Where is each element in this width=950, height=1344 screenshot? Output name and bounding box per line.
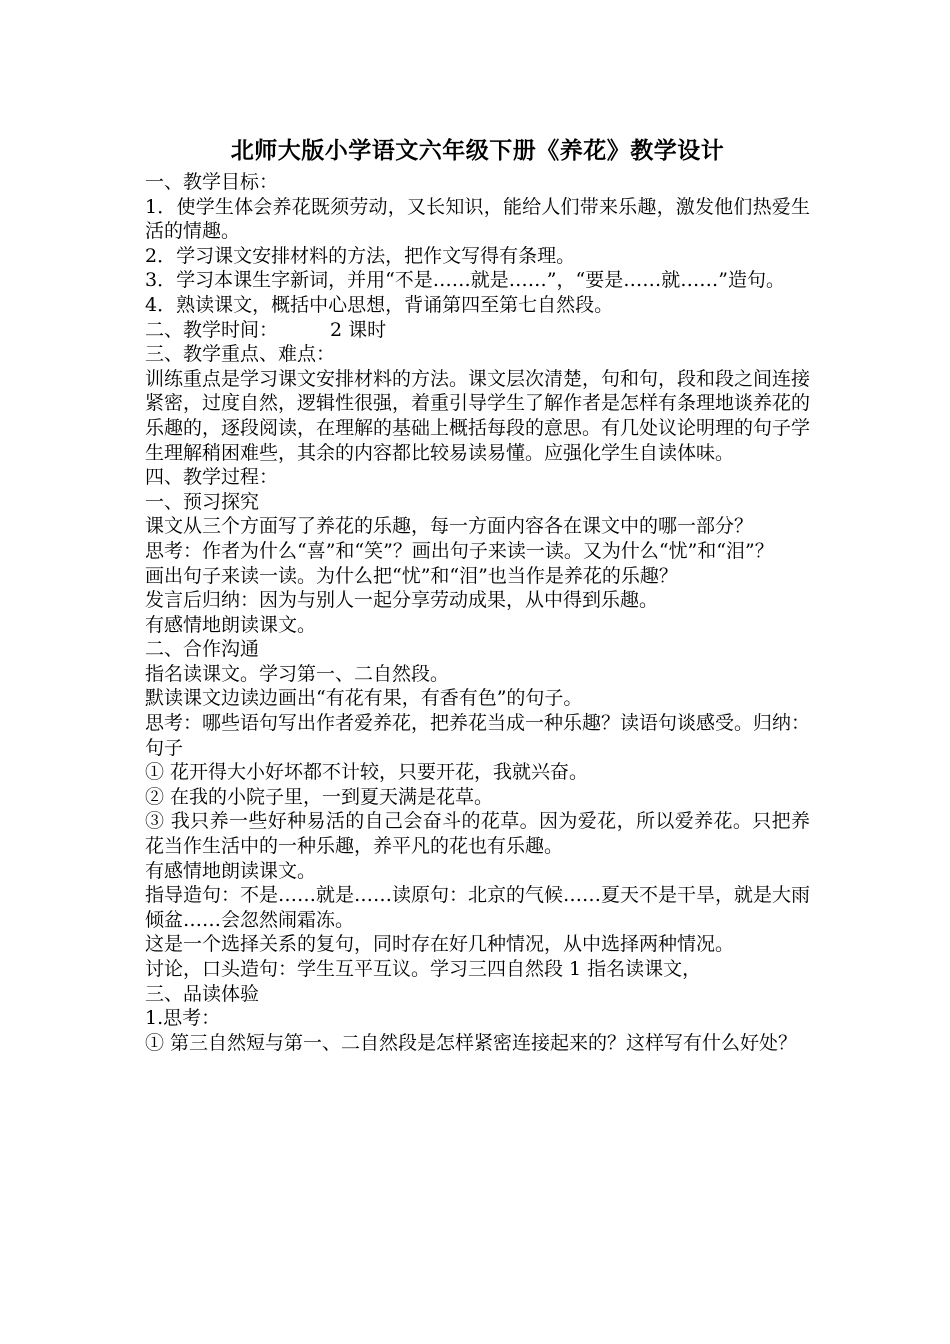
paragraph: 4．熟读课文，概括中心思想，背诵第四至第七自然段。: [145, 293, 614, 316]
paragraph: 2．学习课文安排材料的方法，把作文写得有条理。: [145, 244, 576, 267]
teaching-time-label: 二、教学时间：: [145, 318, 279, 341]
paragraph: ① 花开得大小好坏都不计较，只要开花，我就兴奋。: [145, 761, 589, 784]
paragraph: 三、品读体验: [145, 982, 260, 1005]
paragraph: 发言后归纳：因为与别人一起分享劳动成果，从中得到乐趣。: [145, 589, 659, 612]
paragraph: 指导造句：不是……就是……读原句：北京的气候……夏天不是干旱，就是大雨倾盆……会忽然闹霜冻。: [145, 884, 811, 931]
paragraph: 训练重点是学习课文安排材料的方法。课文层次清楚，句和句，段和段之间连接紧密，过度自然，逻辑性很强，着重引导学生了解作者是怎样有条理地谈养花的乐趣的，逐段阅读，在理解的基础上概括每段的意思。有几处议论明理的句子学生理解稍困难些，其余的内容都比较易读易懂。应强化学生自读体味。: [145, 367, 811, 464]
paragraph: 1.思考：: [145, 1007, 221, 1030]
paragraph: 一、预习探究: [145, 490, 260, 513]
paragraph: 1．使学生体会养花既须劳动，又长知识，能给人们带来乐趣，激发他们热爱生活的情趣。: [145, 195, 810, 243]
document-body: [145, 170, 810, 1055]
paragraph: 一、教学目标：: [145, 171, 279, 193]
paragraph: 四、教学过程：: [145, 466, 279, 489]
paragraph: 三、教学重点、难点：: [145, 343, 336, 366]
paragraph: ② 在我的小院子里，一到夏天满是花草。: [145, 785, 494, 808]
paragraph: 指名读课文。学习第一、二自然段。: [145, 662, 450, 685]
document-title: 北师大版小学语文六年级下册《养花》教学设计: [230, 137, 725, 164]
paragraph: 有感情地朗读课文。: [145, 859, 317, 882]
paragraph: 讨论，口头造句：学生互平互议。学习三四自然段 1 指名读课文，: [145, 958, 702, 980]
teaching-time-line: [145, 318, 810, 343]
document-page: [145, 136, 810, 1055]
teaching-time-value: 2 课时: [330, 318, 387, 341]
paragraph: 这是一个选择关系的复句，同时存在好几种情况，从中选择两种情况。: [145, 933, 735, 956]
paragraph: 3．学习本课生字新词，并用“不是……就是……”，“要是……就……”造句。: [145, 269, 785, 292]
paragraph: 课文从三个方面写了养花的乐趣，每一方面内容各在课文中的哪一部分？: [145, 515, 754, 538]
paragraph: 二、合作沟通: [145, 638, 260, 661]
paragraph: 思考：哪些语句写出作者爱养花，把养花当成一种乐趣？读语句谈感受。归纳：句子: [145, 712, 811, 759]
paragraph: 思考：作者为什么“喜”和“笑”？画出句子来读一读。又为什么“忧”和“泪”？: [145, 539, 774, 562]
paragraph: 画出句子来读一读。为什么把“忧”和“泪”也当作是养花的乐趣？: [145, 564, 678, 587]
paragraph: ③ 我只养一些好种易活的自己会奋斗的花草。因为爱花，所以爱养花。只把养花当作生活中的一种乐趣，养平凡的花也有乐趣。: [145, 810, 810, 858]
paragraph: ① 第三自然短与第一、二自然段是怎样紧密连接起来的？这样写有什么好处？: [145, 1031, 798, 1054]
paragraph: 有感情地朗读课文。: [145, 613, 317, 636]
paragraph: 默读课文边读边画出“有花有果，有香有色”的句子。: [145, 687, 583, 710]
